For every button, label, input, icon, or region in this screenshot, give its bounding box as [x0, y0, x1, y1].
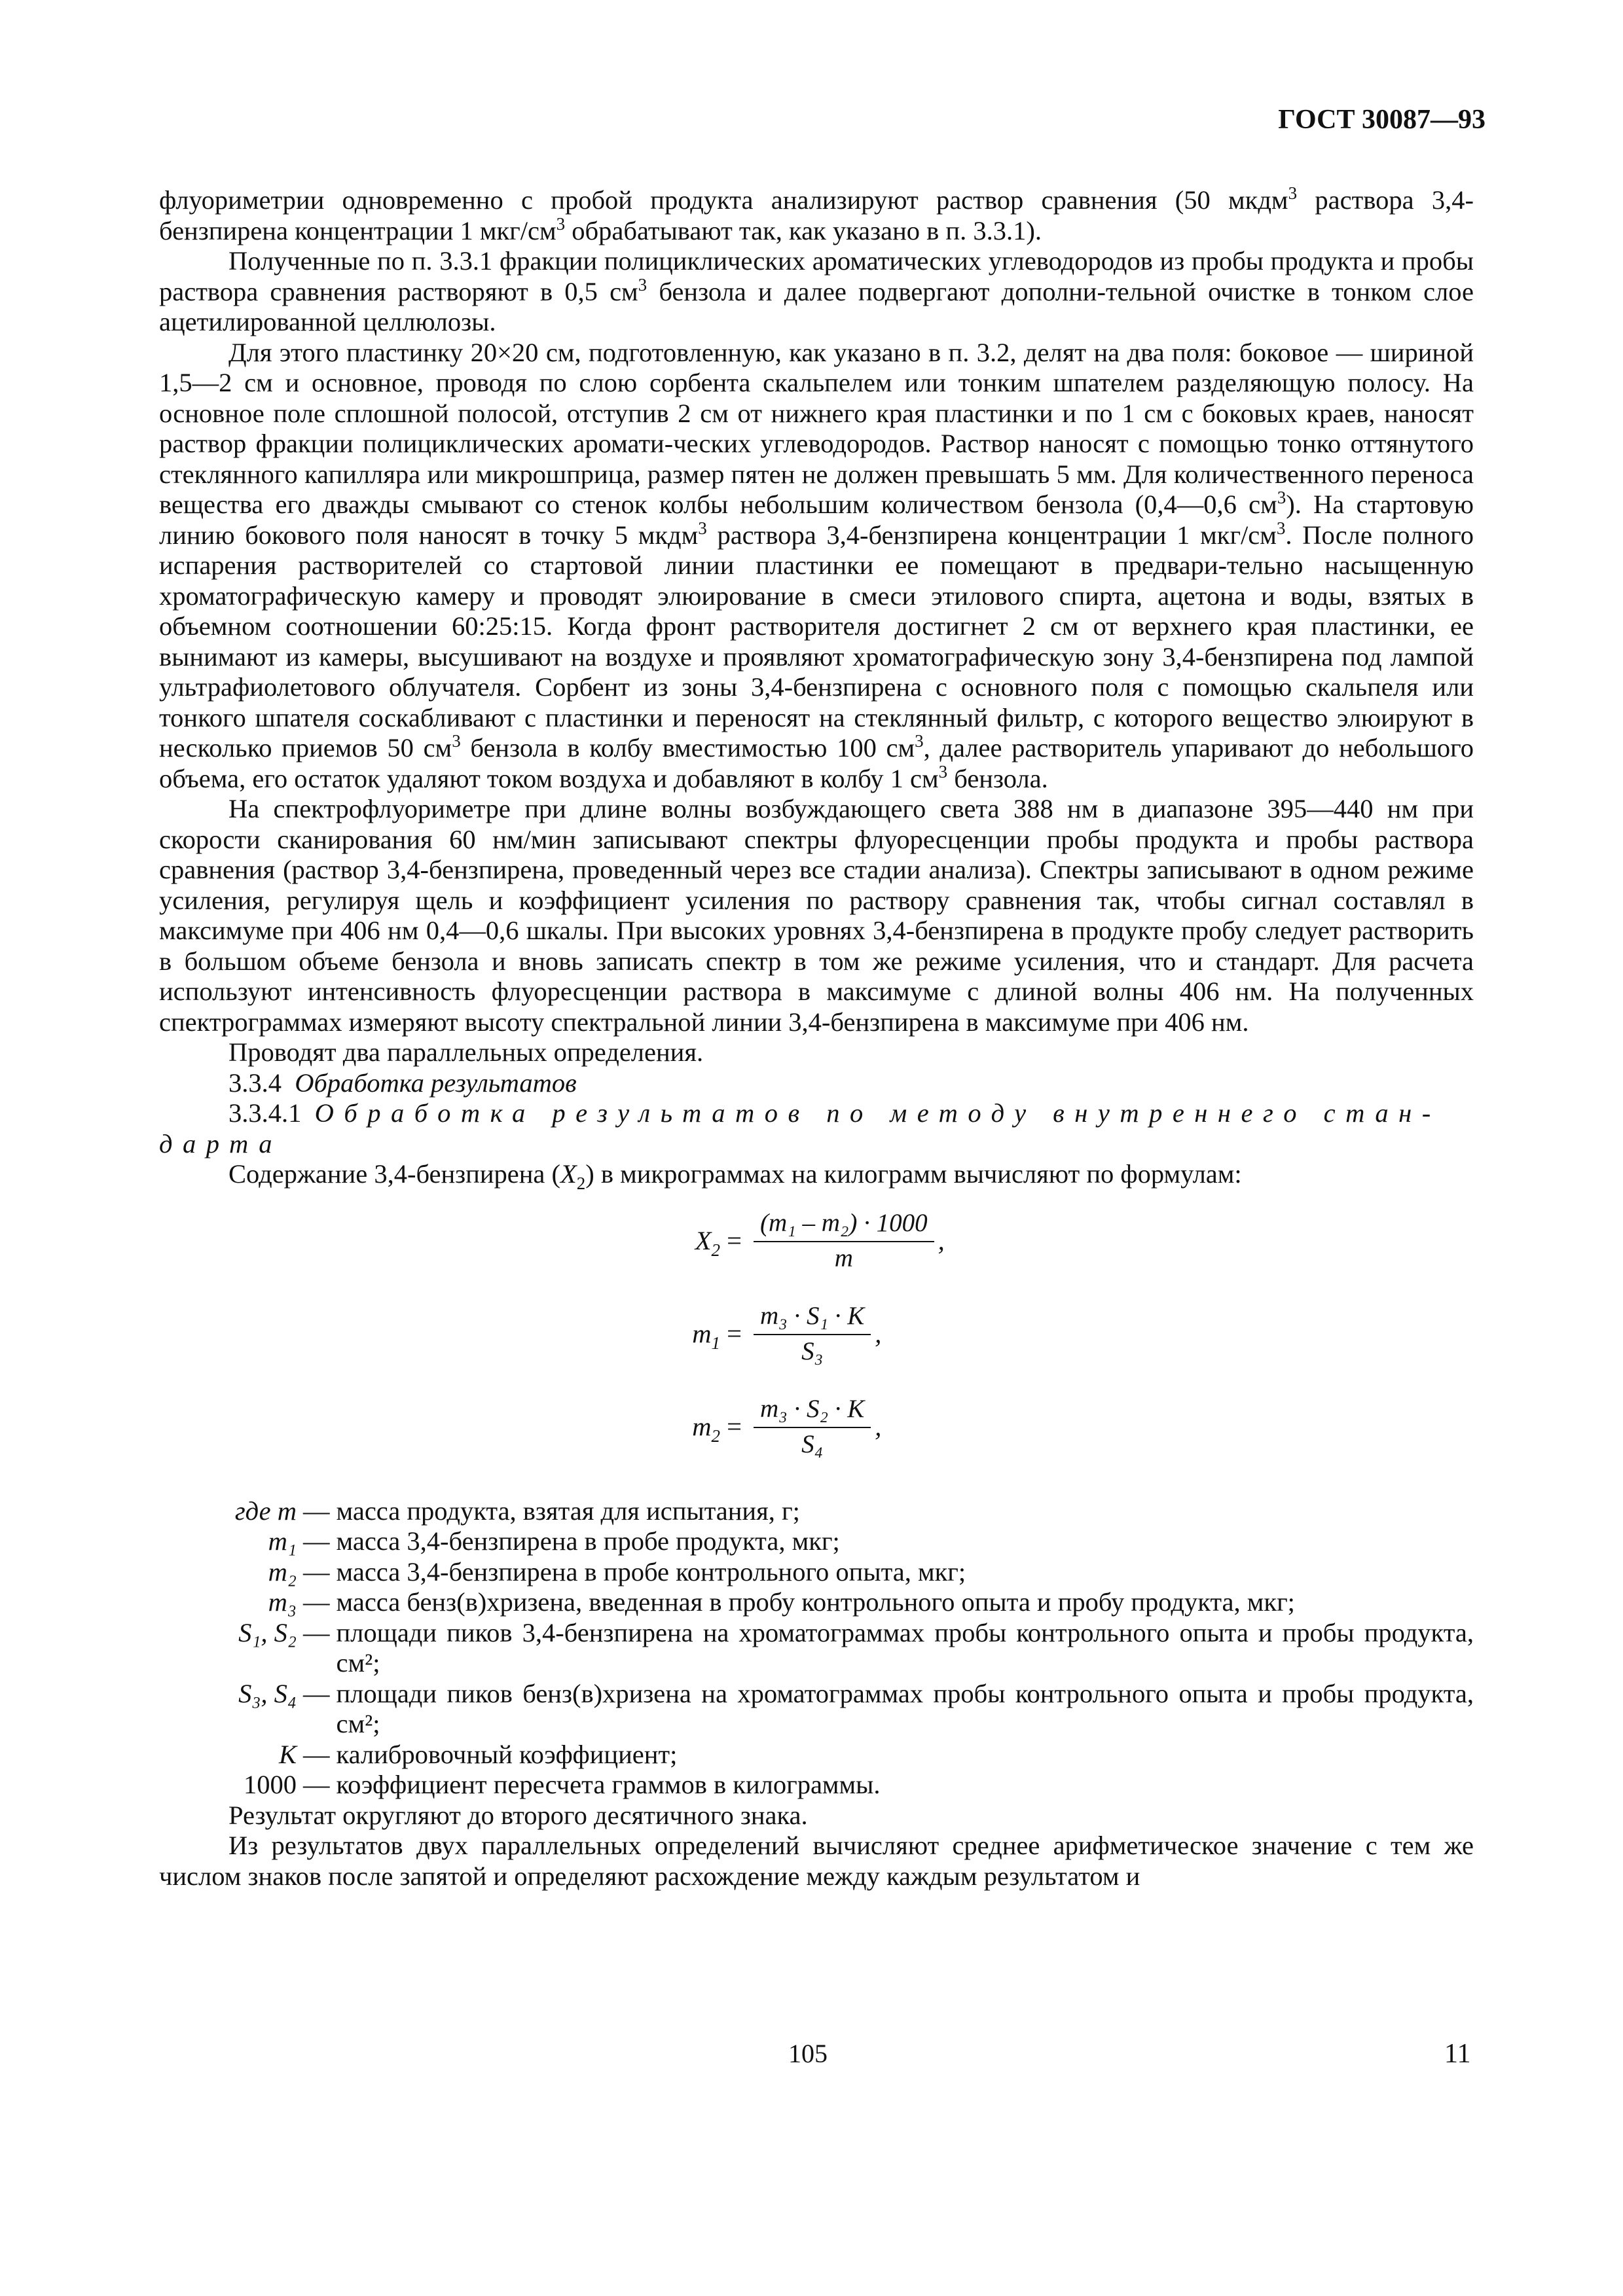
paragraph: Из результатов двух параллельных определений вычисляют среднее арифметическое значение с тем же числом знаков после запятой и определяют расхождение между каждым результатом и: [159, 1831, 1474, 1891]
section-heading: 3.3.4 Обработка результатов: [228, 1067, 577, 1098]
definitions-list: [159, 1496, 1474, 1801]
paragraph: флуориметрии одновременно с пробой продукта анализируют раствор сравнения (50 мкдм$^3$ раствора 3,4-бензпирена концентрации 1 мкг/$см^3$ обрабатывают так, как указано в п. 3.3.1).: [159, 183, 1474, 245]
formula-x2: $X_2$ = $\frac{\text{(m₁ – m₂) · 1000}}{m}$ ,: [695, 1208, 945, 1272]
definition-item: S₃, S₄ — площади пиков бенз(в)хризена на хроматограммах пробы контрольного опыта и пробы продукта, см²;: [238, 1678, 1474, 1738]
paragraph: Проводят два параллельных определения.: [228, 1037, 704, 1067]
definition-item: 1000 — коэффициент пересчета граммов в килограммы.: [244, 1770, 881, 1799]
subsection-heading: 3.3.4.1 Обработка результатов по методу внутреннего стан-: [228, 1098, 1441, 1128]
paragraph: Для этого пластинку 20×20 см, подготовленную, как указано в п. 3.2, делят на два поля: боковое — шириной 1,5—2 см и основное, проводя по слою сорбента скальпелем или тонким шпателем разделяющую полосу. На основное поле сплошной полосой, отступив 2 см от нижнего края пластинки и по 1 см с боковых краев, наносят раствор фракции полициклических аромати-ческих углеводородов. Раствор наносят с помощью тонко оттянутого стеклянного капилляра или микрошприца, размер пятен не должен превышать 5 мм. Для количественного переноса вещества его дважды смывают со стенок колбы небольшим количеством бензола (0,4—0,6 $см^3$). На стартовую линию бокового поля наносят в точку 5 мкдм$^3$ раствора 3,4-бензпирена концентрации 1 мкг/$см^3$. После полного испарения растворителей со стартовой линии пластинки ее помещают в предвари-тельно насыщенную хроматографическую камеру и проводят элюирование в смеси этилового спирта, ацетона и воды, взятых в объемном соотношении 60:25:15. Когда фронт растворителя достигнет 2 см от верхнего края пластинки, ее вынимают из камеры, высушивают на воздухе и проявляют хроматографическую зону 3,4-бензпирена под лампой ультрафиолетового облучателя. Сорбент из зоны 3,4-бензпирена с основного поля с помощью скальпеля или тонкого шпателя соскабливают с пластинки и переносят на стеклянный фильтр, с которого вещество элюируют в несколько приемов 50 $см^3$ бензола в колбу вместимостью 100 $см^3$, далее растворитель упаривают до небольшого объема, его остаток удаляют током воздуха и добавляют в колбу 1 $см^3$ бензола.: [159, 337, 1474, 793]
definition-item: m₃ — масса бенз(в)хризена, введенная в пробу контрольного опыта и пробу продукта, мкг;: [268, 1587, 1295, 1617]
formula-m1: $m_1$ = $\frac{\text{m₃ · S₁ · K}}{\text{S₃}}$ ,: [692, 1301, 882, 1365]
paragraph: Содержание 3,4-бензпирена $(X_2)$ в микрограммах на килограмм вычисляют по формулам:: [228, 1159, 1242, 1193]
paragraph: Результат округляют до второго десятичного знака.: [228, 1800, 808, 1830]
page-number-right: 11: [1444, 2039, 1471, 2069]
definition-item: K — калибровочный коэффициент;: [278, 1739, 678, 1769]
subsection-heading-cont: дарта: [159, 1128, 282, 1158]
page-number-center: 105: [788, 2039, 828, 2068]
definition-item: S₁, S₂ — площади пиков 3,4-бензпирена на хроматограммах пробы контрольного опыта и пробы продукта, см²;: [238, 1617, 1474, 1677]
paragraph: Полученные по п. 3.3.1 фракции полициклических ароматических углеводородов из пробы продукта и пробы раствора сравнения растворяют в 0,5 $см^3$ бензола и далее подвергают дополни-тельной очистке в тонком слое ацетилированной целлюлозы.: [159, 246, 1474, 336]
definition-item: m₂ — масса 3,4-бензпирена в пробе контрольного опыта, мкг;: [268, 1556, 966, 1587]
document-code-header: ГОСТ 30087—93: [1278, 105, 1486, 135]
definition-item: m₁ — масса 3,4-бензпирена в пробе продукта, мкг;: [268, 1526, 840, 1556]
formula-block: [159, 1203, 1474, 1491]
definition-item: где m — масса продукта, взятая для испытания, г;: [234, 1496, 800, 1526]
formula-m2: $m_2$ = $\frac{\text{m₃ · S₂ · K}}{\text{S₄}}$ ,: [692, 1394, 882, 1458]
document-body: [159, 185, 1474, 1892]
paragraph: На спектрофлуориметре при длине волны возбуждающего света 388 нм в диапазоне 395—440 нм при скорости сканирования 60 нм/мин записывают спектры флуоресценции пробы продукта и пробы раствора сравнения (раствор 3,4-бензпирена, проведенный через все стадии анализа). Спектры записывают в одном режиме усиления, регулируя щель и коэффициент усиления по раствору сравнения так, чтобы сигнал составлял в максимуме при 406 нм 0,4—0,6 шкалы. При высоких уровнях 3,4-бензпирена в продукте пробу следует растворить в большом объеме бензола и вновь записать спектр в том же режиме усиления, что и стандарт. Для расчета используют интенсивность флуоресценции раствора в максимуме с длиной волны 406 нм. На полученных спектрограммах измеряют высоту спектральной линии 3,4-бензпирена в максимуме при 406 нм.: [159, 794, 1474, 1037]
